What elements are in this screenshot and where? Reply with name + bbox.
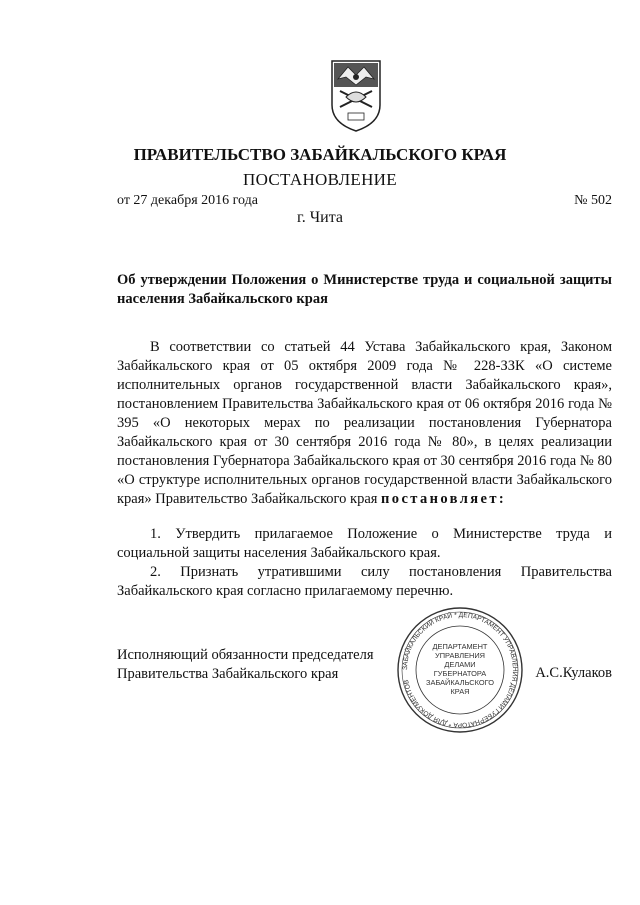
document-city: г. Чита bbox=[296, 209, 343, 226]
resolution-item: 2. Признать утратившими силу постановления Правительства Забайкальского края согласно прилагаемому перечню. bbox=[117, 564, 612, 599]
preamble bbox=[117, 338, 612, 509]
seal-line: ГУБЕРНАТОРА bbox=[433, 669, 487, 678]
document-number: № 502 bbox=[574, 193, 612, 208]
official-seal bbox=[395, 605, 525, 735]
resolution-verb: постановляет: bbox=[381, 491, 507, 507]
signer-name: А.С.Кулаков bbox=[535, 665, 612, 681]
seal-line: ЗАБАЙКАЛЬСКОГО bbox=[426, 678, 494, 687]
resolution-items bbox=[117, 525, 612, 601]
seal-ring-text: ЗАБАЙКАЛЬСКИЙ КРАЙ * ДЕПАРТАМЕНТ УПРАВЛЕНИЯ ДЕЛАМИ ГУБЕРНАТОРА * ДЛЯ ДОКУМЕНТОВ bbox=[401, 611, 519, 729]
coat-of-arms-icon bbox=[328, 57, 384, 133]
government-title: ПРАВИТЕЛЬСТВО ЗАБАЙКАЛЬСКОГО КРАЯ bbox=[133, 145, 507, 164]
seal-line: КРАЯ bbox=[450, 687, 470, 696]
document-date: от 27 декабря 2016 года bbox=[117, 193, 258, 208]
signer-position: Исполняющий обязанности председателя Правительства Забайкальского края bbox=[117, 647, 374, 682]
seal-line: ДЕПАРТАМЕНТ bbox=[432, 642, 488, 651]
document-subject: Об утверждении Положения о Министерстве труда и социальной защиты населения Забайкальского края bbox=[117, 272, 612, 307]
seal-line: ДЕЛАМИ bbox=[444, 660, 476, 669]
resolution-item: 1. Утвердить прилагаемое Положение о Министерстве труда и социальной защиты населения Забайкальского края. bbox=[117, 526, 612, 561]
preamble-text: В соответствии со статьей 44 Устава Забайкальского края, Законом Забайкальского края от 05 октября 2009 года № 228-ЗЗК «О системе исполнительных органов государственной власти Забайкальского края», постановлением Правительства Забайкальского края от 06 октября 2016 года № 395 «О некоторых мерах по реализации постановления Губернатора Забайкальского края от 30 сентября 2016 года № 80», в целях реализации постановления Губернатора Забайкальского края от 30 сентября 2016 года № 80 «О структуре исполнительных органов государственной власти Забайкальского края» Правительство Забайкальского края bbox=[117, 339, 612, 507]
document-type: ПОСТАНОВЛЕНИЕ bbox=[243, 170, 397, 189]
seal-line: УПРАВЛЕНИЯ bbox=[435, 651, 485, 660]
